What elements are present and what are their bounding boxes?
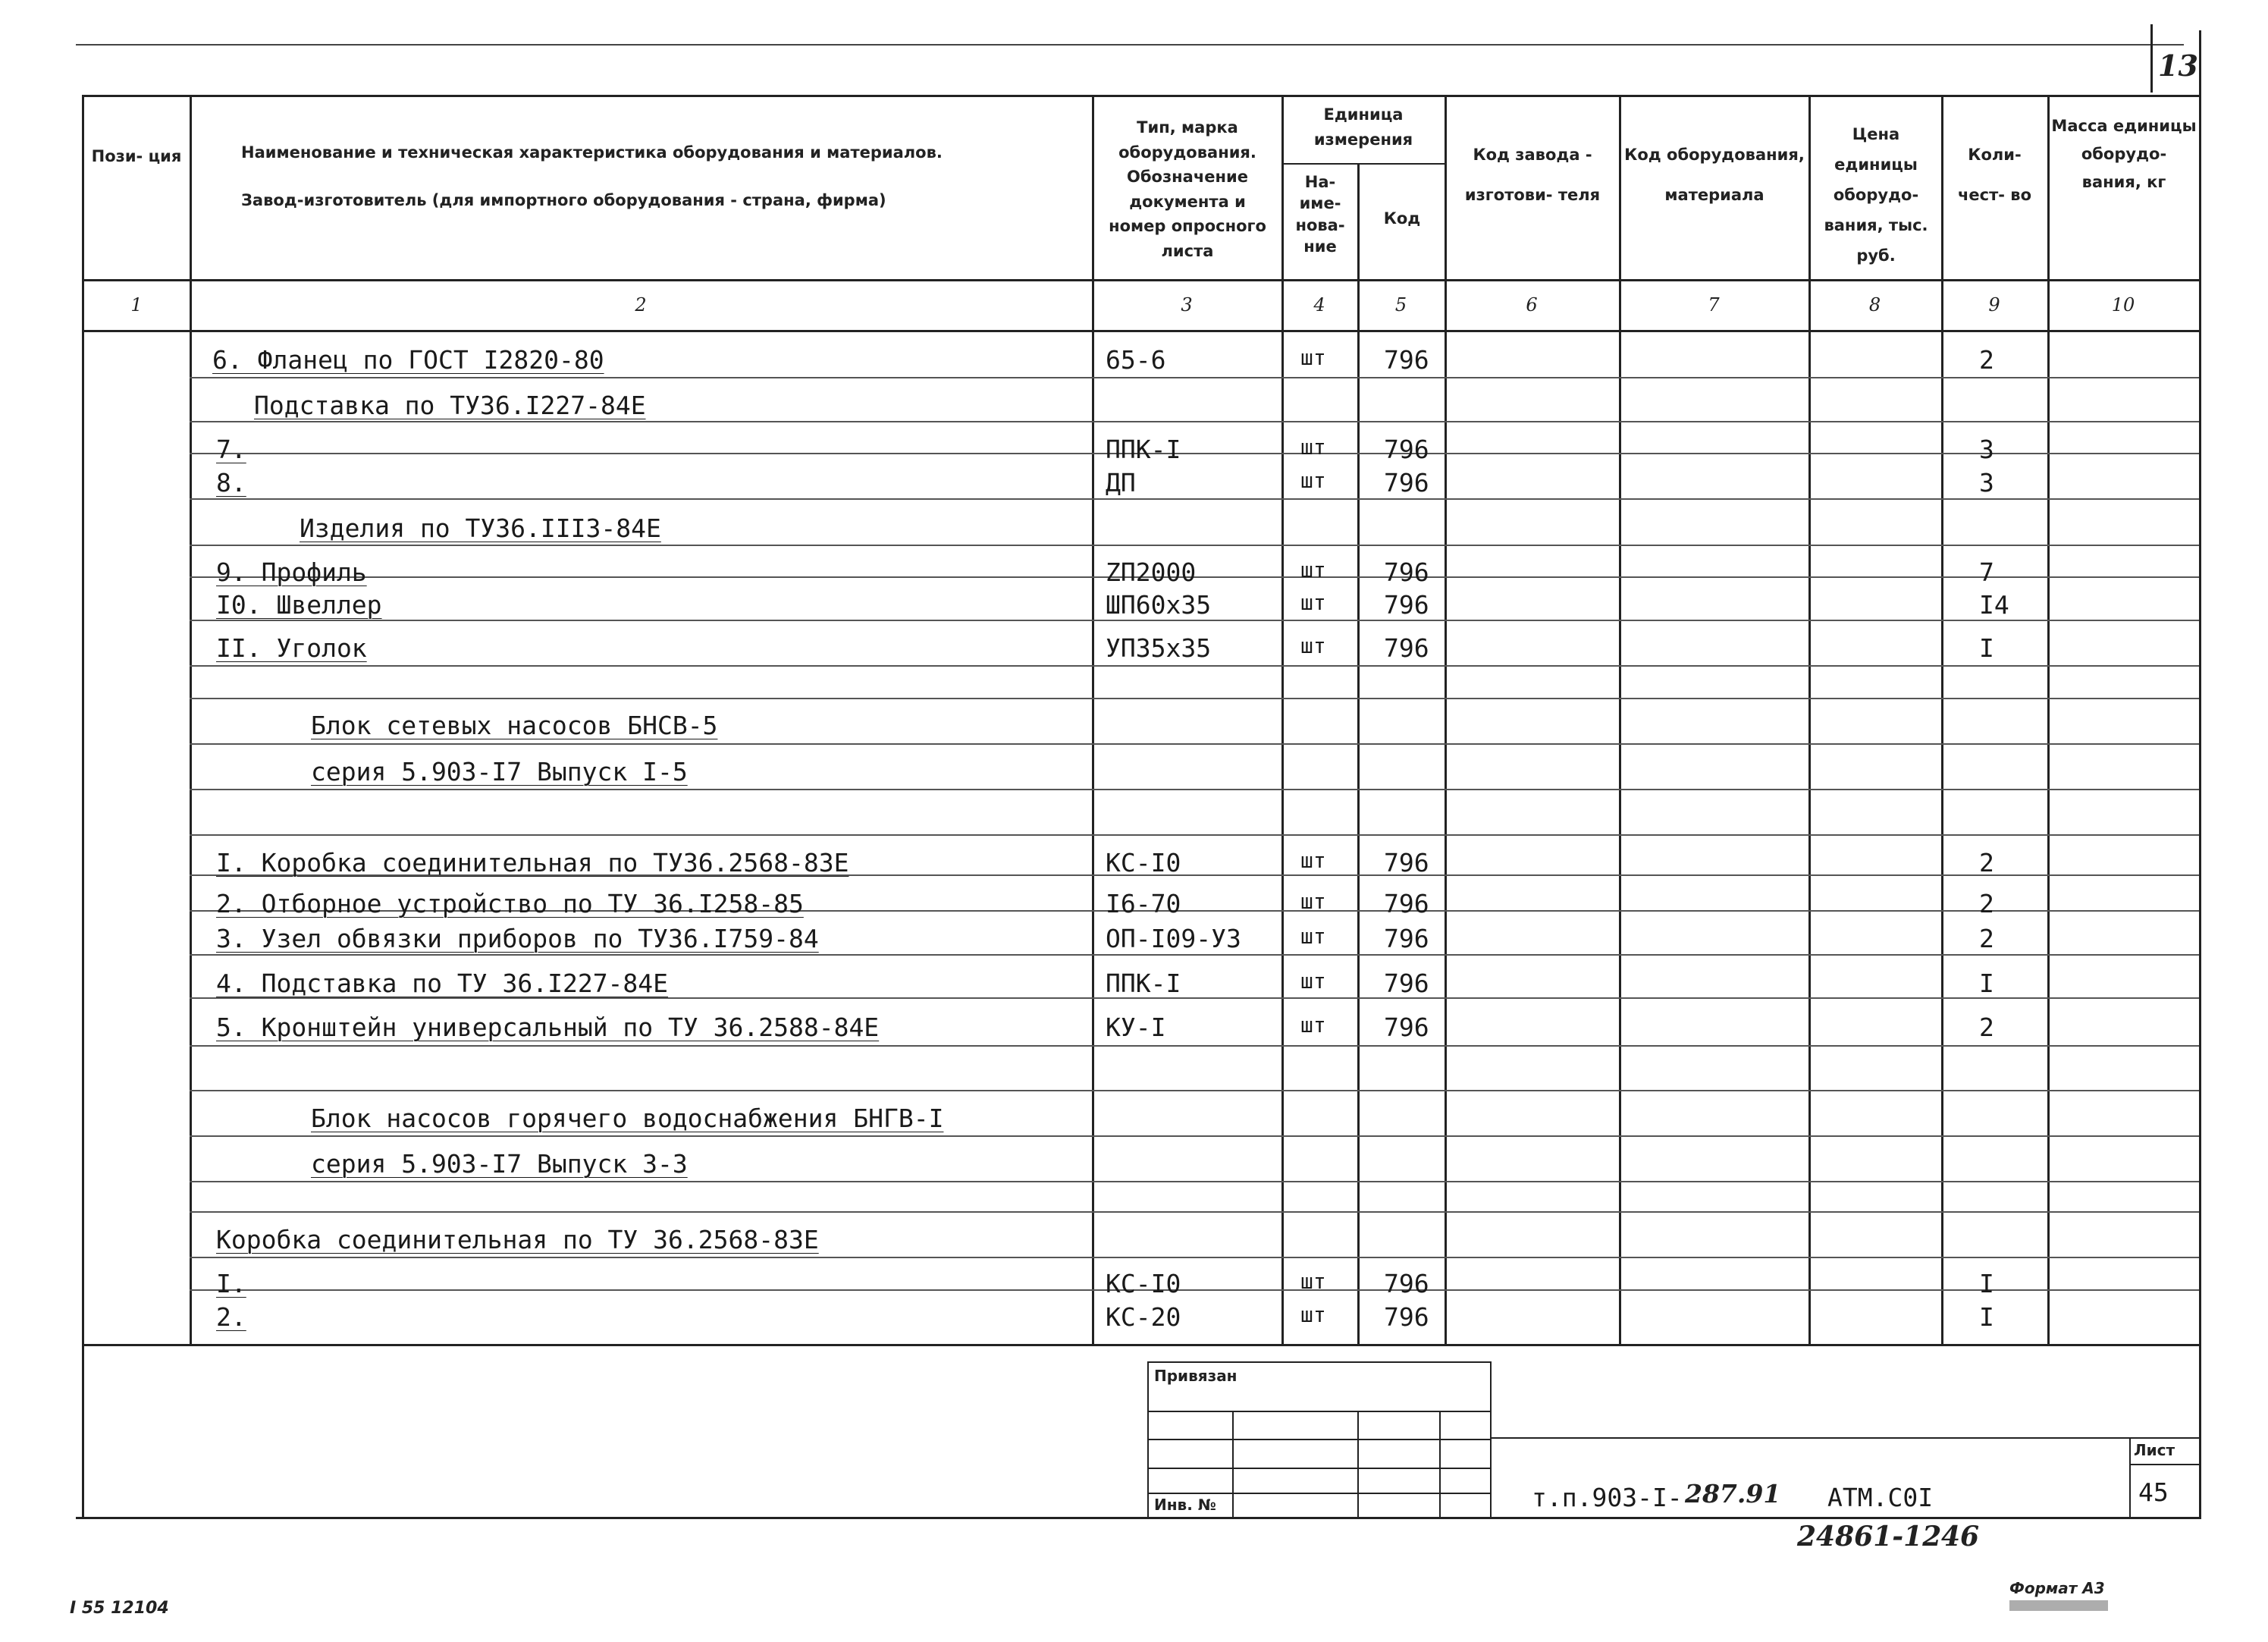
row-quantity: I [1979,1302,1994,1332]
row-divider [190,1181,2199,1182]
row-divider [190,377,2199,378]
row-unit: шт [1300,924,1326,949]
stamp-main-top [1490,1437,2199,1439]
header-factory-code: Код завода - изготови- теля [1464,146,1601,204]
stamp-privyazan: Привязан [1154,1367,1238,1385]
row-type: ДП [1106,468,1136,498]
row-unit: шт [1300,969,1326,994]
header-mass: Масса единицы оборудо- вания, кг [2051,117,2197,191]
row-quantity: I [1979,633,1994,663]
row-unit: шт [1300,633,1326,658]
header-name-line2: Завод-изготовитель (для импортного оборудования - страна, фирма) [241,191,886,209]
row-name: Блок насосов горячего водоснабжения БНГВ-I [311,1104,944,1133]
top-margin-line [76,44,2184,46]
row-quantity: I [1979,1269,1994,1298]
row-unit: шт [1300,590,1326,615]
row-unit: шт [1300,557,1326,582]
row-type: 65-6 [1106,345,1166,375]
header-name-line1: Наименование и техническая характеристика оборудования и материалов. [241,143,943,162]
row-name: Коробка соединительная по ТУ 36.2568-83Е [216,1225,819,1254]
row-name: II. Уголок [216,633,367,663]
stamp-sheet-label: Лист [2134,1441,2175,1459]
row-divider [190,620,2199,621]
row-code: 796 [1384,1013,1429,1042]
row-name: Блок сетевых насосов БНСВ-5 [311,711,718,740]
row-divider [190,1045,2199,1047]
header-position: Пози- ция [91,147,182,165]
row-type: КС-I0 [1106,1269,1181,1298]
stamp-col-1 [1232,1411,1234,1517]
row-divider [190,1135,2199,1137]
column-number-4: 4 [1313,294,1325,316]
row-divider [190,1289,2199,1291]
col-divider-9 [2047,95,2050,1344]
row-unit: шт [1300,435,1326,460]
row-type: I6-70 [1106,889,1181,918]
row-type: ОП-I09-У3 [1106,924,1241,953]
row-divider [190,698,2199,699]
row-code: 796 [1384,345,1429,375]
col-divider-5 [1445,95,1447,1344]
column-number-10: 10 [2111,294,2135,316]
frame-right-border [2199,30,2201,1517]
row-name: 6. Фланец по ГОСТ I2820-80 [212,345,604,375]
unit-group-divider [1281,163,1445,165]
row-divider [190,498,2199,500]
header-price: Цена единицы оборудо- вания, тыс. руб. [1824,125,1928,265]
row-divider [190,789,2199,790]
stamp-right [1490,1361,1492,1517]
row-code: 796 [1384,889,1429,918]
corner-tick [2150,24,2153,93]
row-divider [190,545,2199,546]
frame-bottom-border [76,1517,2201,1519]
row-type: КС-20 [1106,1302,1181,1332]
row-type: КС-I0 [1106,848,1181,878]
row-unit: шт [1300,889,1326,914]
row-name: I. Коробка соединительная по ТУ36.2568-83Е [216,848,849,878]
row-name: 7. [216,435,246,464]
row-divider [190,834,2199,836]
row-code: 796 [1384,435,1429,464]
row-name: 2. Отборное устройство по ТУ 36.I258-85 [216,889,804,918]
col-divider-6 [1619,95,1621,1344]
archive-page: 46 [1941,1521,1980,1553]
row-quantity: 3 [1979,435,1994,464]
row-quantity: 2 [1979,924,1994,953]
row-divider [190,743,2199,745]
row-quantity: 3 [1979,468,1994,498]
col-divider-3 [1281,95,1284,1344]
column-number-9: 9 [1988,294,2000,316]
row-type: УП35x35 [1106,633,1212,663]
stamp-inv-no: Инв. № [1154,1496,1216,1514]
row-unit: шт [1300,1269,1326,1294]
stamp-sheet-left [2129,1437,2131,1517]
row-type: ШП60x35 [1106,590,1212,620]
col-divider-2 [1092,95,1094,1344]
row-quantity: 2 [1979,889,1994,918]
row-unit: шт [1300,1013,1326,1038]
col-divider-8 [1941,95,1943,1344]
row-divider [190,421,2199,422]
row-unit: шт [1300,1302,1326,1327]
stamp-doc-code-hand: 287.91 [1685,1479,1781,1509]
stamp-sheet-divider [2129,1464,2199,1465]
table-top-border [82,95,2201,97]
row-name: Подставка по ТУ36.I227-84Е [254,391,646,420]
row-code: 796 [1384,1302,1429,1332]
row-type: ППК-I [1106,969,1181,998]
row-unit: шт [1300,468,1326,493]
column-number-6: 6 [1526,294,1538,316]
row-code: 796 [1384,848,1429,878]
stamp-sheet-number: 45 [2138,1477,2169,1507]
column-number-5: 5 [1394,294,1407,316]
column-number-8: 8 [1868,294,1881,316]
row-divider [190,665,2199,667]
col-divider-7 [1808,95,1811,1344]
column-number-7: 7 [1708,294,1720,316]
col-divider-1 [190,95,192,1344]
header-equipment-code: Код оборудования, материала [1624,146,1805,204]
corner-mark: 13 [2158,49,2198,83]
row-name: 2. [216,1302,246,1332]
row-code: 796 [1384,969,1429,998]
row-quantity: I4 [1979,590,2009,620]
stamp-top [1149,1361,1490,1363]
row-unit: шт [1300,345,1326,370]
row-name: I. [216,1269,246,1298]
row-divider [190,453,2199,454]
row-name: 5. Кронштейн универсальный по ТУ 36.2588-84Е [216,1013,880,1042]
column-number-1: 1 [130,294,143,316]
numbers-bottom-border [82,330,2201,332]
header-type: Тип, марка оборудования. Обозначение документа и номер опросного листа [1109,118,1266,260]
smudged-stamp [2009,1600,2108,1611]
column-number-3: 3 [1181,294,1193,316]
row-name: 3. Узел обвязки приборов по ТУ36.I759-84 [216,924,819,953]
row-name: серия 5.903-I7 Выпуск 3-3 [311,1149,688,1179]
stamp-col-3 [1439,1411,1441,1517]
header-bottom-border [82,279,2201,281]
row-divider [190,954,2199,956]
row-code: 796 [1384,1269,1429,1298]
row-code: 796 [1384,633,1429,663]
row-quantity: 2 [1979,345,1994,375]
stamp-col-2 [1357,1411,1359,1517]
row-divider [190,1090,2199,1091]
row-name: I0. Швеллер [216,590,382,620]
col-divider-4 [1357,163,1360,1344]
row-name: 8. [216,468,246,498]
row-name: серия 5.903-I7 Выпуск I-5 [311,757,688,786]
stamp-doc-code: т.п.903-I- [1532,1483,1683,1512]
row-code: 796 [1384,468,1429,498]
row-unit: шт [1300,848,1326,873]
row-code: 796 [1384,590,1429,620]
row-code: 796 [1384,557,1429,587]
frame-left-border [82,95,84,1517]
archive-number: 24861-12 [1797,1521,1942,1553]
header-quantity: Коли- чест- во [1957,146,2032,204]
format-label: Формат А3 [2009,1579,2105,1597]
row-name: Изделия по ТУ36.III3-84Е [300,513,661,543]
row-type: КУ-I [1106,1013,1166,1042]
row-quantity: 7 [1979,557,1994,587]
stamp-doc-mark: АТМ.С0I [1827,1483,1934,1512]
header-unit-code: Код [1383,209,1421,228]
row-quantity: I [1979,969,1994,998]
column-number-2: 2 [635,294,647,316]
row-code: 796 [1384,924,1429,953]
row-name: 9. Профиль [216,557,367,587]
left-code: I 55 12104 [70,1599,169,1618]
table-bottom-border [82,1344,2201,1346]
row-divider [190,1211,2199,1213]
row-divider [190,1257,2199,1258]
row-quantity: 2 [1979,1013,1994,1042]
row-type: ZП2000 [1106,557,1197,587]
header-unit-name: На- име- нова- ние [1295,173,1345,256]
row-quantity: 2 [1979,848,1994,878]
row-name: 4. Подставка по ТУ 36.I227-84Е [216,969,669,998]
header-unit-group: Единица измерения [1313,105,1413,149]
row-type: ППК-I [1106,435,1181,464]
stamp-left [1147,1361,1149,1517]
